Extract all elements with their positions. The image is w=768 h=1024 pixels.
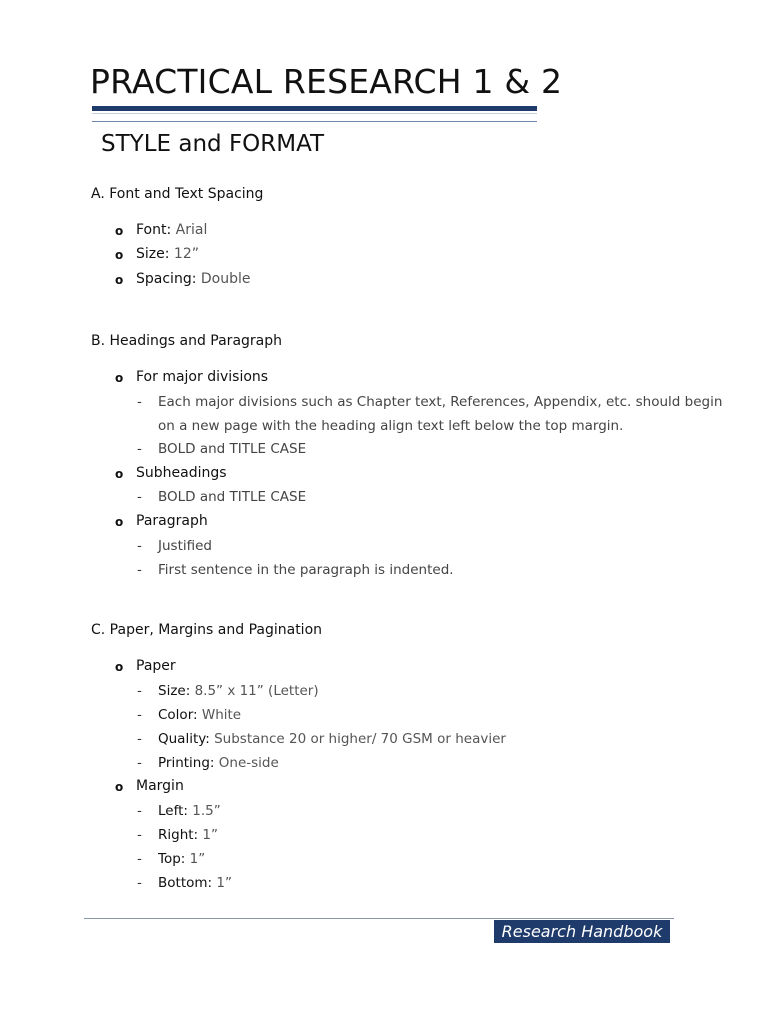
margin-top-item [158,851,205,867]
paper-color-key: Color: [158,707,198,723]
paper-quality-key: Quality: [158,731,210,747]
dash-marker: - [137,851,142,867]
bullet-icon: o [115,467,124,481]
margin-right-item [158,827,218,843]
bullet-icon: o [115,371,124,385]
section-a-heading: A. Font and Text Spacing [91,186,264,202]
document-title: PRACTICAL RESEARCH 1 & 2 [90,62,563,101]
bullet-icon: o [115,660,124,674]
spacing-key: Spacing: [136,271,197,287]
dash-marker: - [137,755,142,771]
paper-quality-value: Substance 20 or higher/ 70 GSM or heavier [214,731,506,747]
major-divisions-label: For major divisions [136,369,269,385]
font-item [136,222,207,238]
margin-top-key: Top: [158,851,186,867]
paper-color-item [158,707,241,723]
paragraph-text-2: First sentence in the paragraph is indented. [158,562,454,578]
footer-badge: Research Handbook [494,920,670,943]
margin-left-key: Left: [158,803,188,819]
margin-bottom-item [158,875,232,891]
paper-printing-value: One-side [218,755,279,771]
size-item [136,246,199,262]
paper-color-value: White [201,707,242,723]
dash-marker: - [137,489,142,505]
section-c-heading: C. Paper, Margins and Pagination [91,622,323,638]
subheadings-text: BOLD and TITLE CASE [158,489,307,505]
font-value: Arial [175,222,208,238]
size-value: 12” [173,246,199,262]
paper-size-value: 8.5” x 11” (Letter) [194,683,319,699]
bullet-icon: o [115,273,124,287]
bullet-icon: o [115,224,124,238]
dash-marker: - [137,707,142,723]
paragraph-label: Paragraph [136,513,208,529]
dash-marker: - [137,875,142,891]
document-subtitle: STYLE and FORMAT [101,131,325,157]
margin-right-value: 1” [202,827,218,843]
dash-marker: - [137,394,142,410]
paper-printing-item [158,755,279,771]
size-key: Size: [136,246,170,262]
dash-marker: - [137,827,142,843]
dash-marker: - [137,683,142,699]
title-underline-thin [92,113,537,114]
major-divisions-text-1: Each major divisions such as Chapter text, References, Appendix, etc. should begin [158,394,723,410]
paper-label: Paper [136,658,176,674]
margin-label: Margin [136,778,184,794]
dash-marker: - [137,731,142,747]
title-underline-accent [92,121,537,122]
margin-left-value: 1.5” [192,803,221,819]
margin-bottom-value: 1” [216,875,232,891]
subheadings-label: Subheadings [136,465,227,481]
footer-rule [84,918,674,919]
margin-left-item [158,803,221,819]
dash-marker: - [137,803,142,819]
paper-size-item [158,683,319,699]
dash-marker: - [137,562,142,578]
bullet-icon: o [115,780,124,794]
margin-top-value: 1” [189,851,206,867]
paper-printing-key: Printing: [158,755,215,771]
major-divisions-text-3: BOLD and TITLE CASE [158,441,307,457]
paper-size-key: Size: [158,683,191,699]
bullet-icon: o [115,515,124,529]
spacing-value: Double [200,271,251,287]
major-divisions-text-2: on a new page with the heading align text left below the top margin. [158,418,624,434]
paper-quality-item [158,731,506,747]
margin-bottom-key: Bottom: [158,875,213,891]
spacing-item [136,271,250,287]
font-key: Font: [136,222,172,238]
section-b-heading: B. Headings and Paragraph [91,333,283,349]
margin-right-key: Right: [158,827,199,843]
paragraph-text-1: Justified [158,538,212,554]
dash-marker: - [137,538,142,554]
title-underline-thick [92,106,537,111]
dash-marker: - [137,441,142,457]
bullet-icon: o [115,248,124,262]
